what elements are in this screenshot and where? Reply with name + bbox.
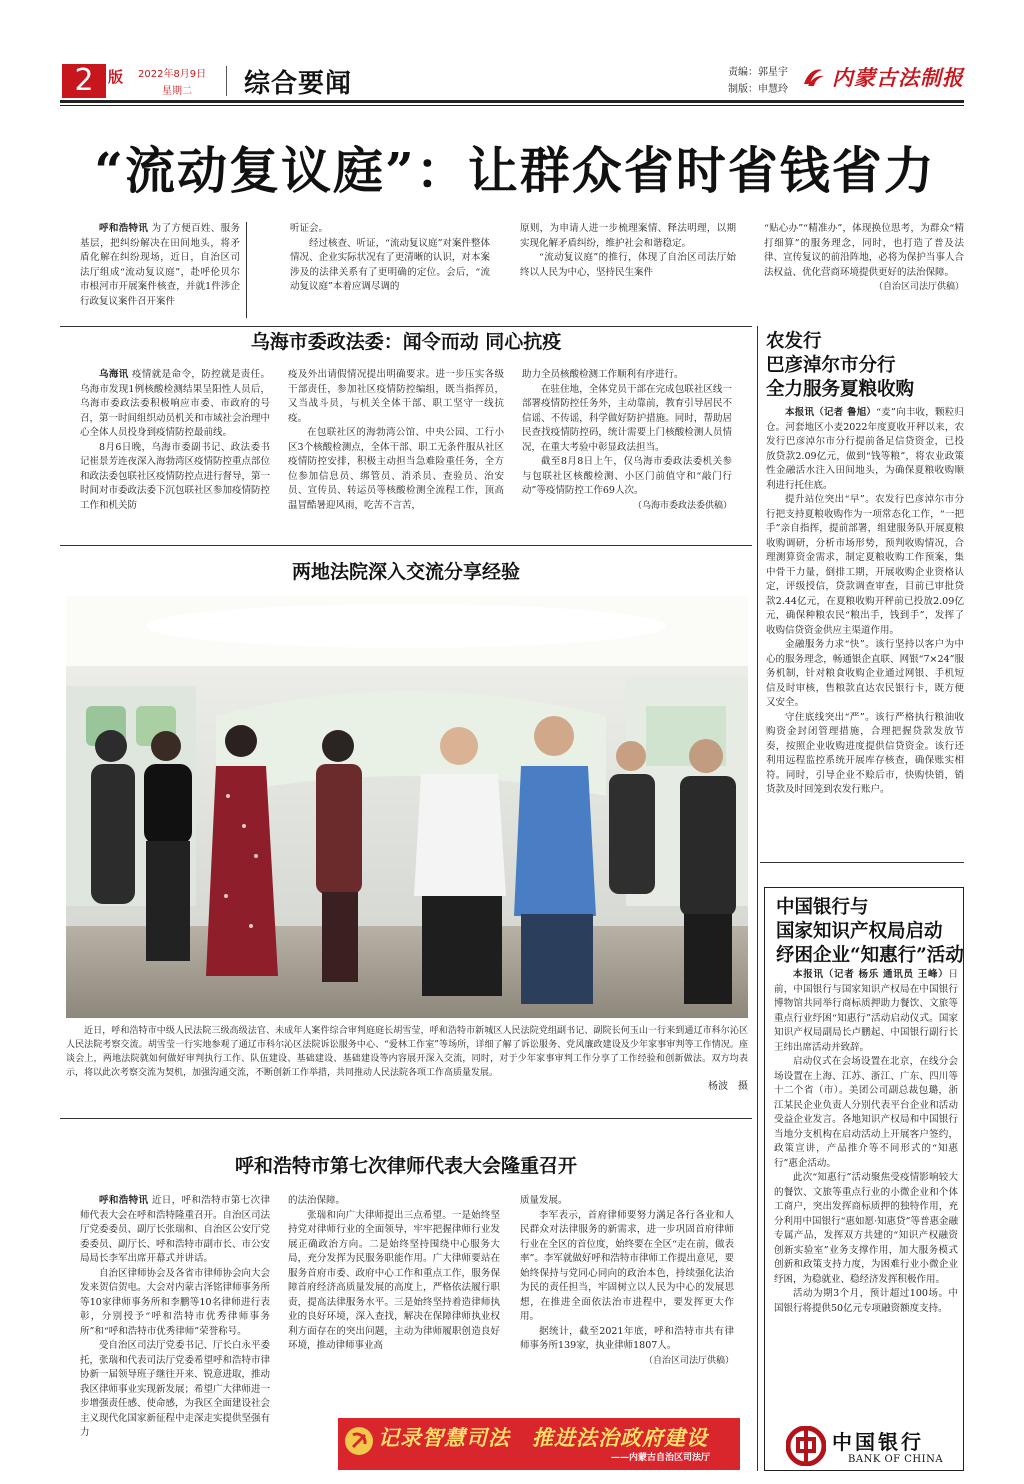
lawyers-text-1b: 自治区律师协会及各省市律师协会向大会发来贺信贺电。大会对内蒙古泽铭律师事务所等10家律师事务所和李鹏等10名律师进行表彰，分别授予“呼和浩特市优秀律师事务所”和“呼和浩特市优秀律师”荣誉称号。: [80, 1267, 270, 1337]
newspaper-name: 内蒙古法制报: [832, 65, 964, 90]
adbc-title-line-1: 农发行: [766, 331, 822, 352]
photo-credit: 杨波 摄: [708, 1081, 748, 1092]
ban-label: 版: [108, 68, 124, 86]
banner-slogan: 记录智慧司法 推进法治政府建设: [378, 1426, 708, 1450]
masthead-rule-thin: [60, 105, 964, 106]
editor-credits: [728, 64, 788, 98]
lawyers-text-2b: 张瑞和向广大律师提出三点希望。一是始终坚持党对律师行业的全面领导，牢牢把握律师行业发展正确政治方向。二是始终坚持围绕中心服务大局，充分发挥为民服务职能作用。广大律师要站在服务首府市委、政府中心工作和重点工作，服务保障首府经济高质量发展的高度上，严格依法履行职责，提高法律服务水平。三是始终坚持着造律师执业的良好环境，深入查找，解决在保障律师执业权利方面存在的突出问题，主动为律师履职创造良好环境，推动律师事业高: [288, 1209, 500, 1351]
wuhai-credit: （乌海市委政法委供稿）: [632, 500, 732, 511]
boc-logo-icon: [786, 1426, 826, 1466]
lawyers-column-3: [520, 1194, 734, 1416]
lead-text-4: “贴心办”“精准办”，体现换位思考，为群众“精打细算”的服务理念，同时，也打造了普及法律、宣传复议的前沿阵地，必将为保护当事人合法权益、优化营商环境提供更好的法治保障。: [764, 223, 964, 278]
lead-text-2: 听证会。: [290, 223, 329, 234]
date-block: [138, 66, 206, 100]
adbc-text-2: 提升站位突出“早”。农发行巴彦淖尔市分行把支持夏粮收购作为一项常态化工作，“一把手”亲自指挥，提前部署，组建服务队开展夏粮收购调研，分析市场形势，预判收购情况，合理测算资金需求，制定夏粮收购工作预案，集中骨干力量，倒排工期，开展收购企业资格认定，评级授信，贷款调查审查，目前已审批贷款2.44亿元，在夏粮收购开秤前已投放2.09亿元，确保种粮农民“粮出手，钱到手”，发挥了收购信贷资金供应主渠道作用。: [766, 494, 964, 636]
right-column-divider: [757, 326, 758, 1471]
court-visit-photo: [66, 596, 748, 1018]
party-emblem-icon: [344, 1426, 374, 1456]
column-divider: [246, 222, 247, 318]
lead-headline: “流动复议庭”：让群众省时省钱省力: [94, 141, 936, 200]
issue-date: 2022年8月9日: [138, 69, 207, 80]
lawyers-text-2: 的法治保障。: [288, 1195, 346, 1206]
lawyers-column-2: [288, 1194, 500, 1416]
adbc-body: [766, 406, 964, 856]
adbc-title-line-3: 全力服务夏粮收购: [766, 379, 915, 400]
lead-column-2: [290, 222, 490, 322]
lead-text-1: 为了方便百姓、服务基层，把纠纷解决在田间地头，将矛盾化解在纠纷现场，近日，自治区司法厅组成“流动复议庭”，赴呼伦贝尔市根河市开展案件核查，并就1件涉企行政复议案件召开案件: [80, 223, 240, 307]
lawyers-text-1c: 受自治区司法厅党委书记、厅长白永平委托，张瑞和代表司法厅党委希望呼和浩特市律协新一届领导班子继往开来、锐意进取，推动我区律师事业实现新发展；希望广大律师进一步增强责任感、使命感，为我区全面建设社会主义现代化国家新征程中走深走实提供坚强有力: [80, 1340, 270, 1438]
adbc-title: [766, 330, 914, 402]
section-rule: [60, 1118, 752, 1119]
section-rule: [760, 862, 964, 863]
lawyers-title: 呼和浩特市第七次律师代表大会隆重召开: [234, 1155, 577, 1177]
wuhai-text-1: 疫情就是命令，防控就是责任。乌海市发现1例核酸检测结果呈阳性人员后，乌海市委政法委积极响应市委、市政府的号召，第一时间组织动员机关和市域社会治理中心全体人员投身到疫情防控最前线。: [80, 369, 270, 438]
lead-column-1: [80, 222, 240, 322]
newspaper-logo-icon: [800, 64, 826, 90]
wuhai-text-3: 助力全员核酸检测工作顺利有序进行。: [522, 369, 684, 380]
promo-banner: [338, 1418, 740, 1470]
masthead-rule: [60, 100, 964, 103]
wuhai-title: 乌海市委政法委：闻令而动 同心抗疫: [250, 331, 562, 353]
lead-text-3: 原则，为申请人进一步梳理案情、释法明理，以期实现化解矛盾纠纷，维护社会和谐稳定。: [520, 223, 736, 249]
lead-column-3: [520, 222, 736, 322]
lawyers-column-1: [80, 1194, 270, 1456]
lead-kicker: 呼和浩特讯: [99, 223, 149, 234]
wuhai-column-2: [288, 368, 504, 538]
lawyers-text-3b: 李军表示，首府律师要努力满足各行各业和人民群众对法律服务的新需求，进一步巩固首府律师行业在全区的首位度，始终要在全区“走在前，做表率”。李军就做好呼和浩特市律师工作提出意见，要始终保持与党同心同向的政治本色，持续强化法治为民的责任担当，牢固树立以人民为中心的发展思想，在推进全面依法治市进程中，要发挥更大作用。: [520, 1209, 734, 1322]
adbc-text-1: “麦”向丰收，颗粒归仓。河套地区小麦2022年度夏收开秤以来，农发行巴彦淖尔市分行提前备足信贷资金，已投放贷款2.09亿元，做到“钱等粮”，将农业政策性金融活水注入田间地头，为确保夏粮收购顺利进行托住底。: [766, 407, 964, 491]
wuhai-kicker: 乌海讯: [99, 369, 129, 380]
wuhai-column-3: [522, 368, 732, 538]
boc-title-line-1: 中国银行与: [776, 897, 869, 918]
wuhai-text-3c: 截至8月8日上午，仅乌海市委政法委机关参与包联社区核酸检测、小区门前值守和“敲门行动”等疫情防控工作69人次。: [522, 456, 732, 496]
adbc-text-4: 守住底线突出“严”。该行严格执行粮油收购资金封闭管理措施，合理把握贷款发放节奏，按照企业收购进度提供信贷资金。该行还利用远程监控系统开展库存核查，确保账实相符。同时，引导企业不赊后市，快购快销，销货款及时回笼到农发行账户。: [766, 711, 964, 795]
adbc-title-line-2: 巴彦淖尔市分行: [766, 355, 896, 376]
banner-sponsor: ——内蒙古自治区司法厅: [610, 1453, 710, 1463]
lawyers-text-3: 质量发展。: [520, 1195, 568, 1206]
wuhai-column-1: [80, 368, 270, 538]
boc-body: [774, 968, 958, 1420]
wuhai-text-2: 疫及外出请假情况提出明确要求。进一步压实各级干部责任，参加社区疫情防控编组，既当指挥员，又当战斗员，与机关全体干部、职工坚守一线抗疫。: [288, 369, 504, 424]
court-title: 两地法院深入交流分享经验: [291, 561, 520, 583]
boc-logo: [786, 1424, 956, 1472]
boc-logo-english: BANK OF CHINA: [848, 1454, 944, 1465]
lead-credit: （自治区司法厅供稿）: [873, 282, 964, 292]
issue-weekday: 星期二: [162, 86, 192, 97]
section-rule: [60, 545, 752, 546]
boc-title-line-3: 纾困企业“知惠行”活动: [776, 945, 964, 966]
photo-illustration: [66, 596, 748, 1018]
wuhai-text-1b: 8月6日晚，乌海市委副书记、政法委书记崔景芳连夜深入海勃湾区疫情防控重点部位和政法委包联社区疫情防控点进行督导，第一时间对市委政法委下沉包联社区参加疫情防控工作和机关防: [80, 441, 270, 511]
boc-text-1: 日前，中国银行与国家知识产权局在中国银行博物馆共同举行商标质押助力餐饮、文旅等重点行业纾困“知惠行”活动启动仪式。国家知识产权局副局长卢鹏起、中国银行副行长王纬出席活动并致辞。: [774, 969, 958, 1053]
section-name: 综合要闻: [244, 69, 353, 99]
photo-caption-text: 近日，呼和浩特市中级人民法院三级高级法官、未成年人案件综合审判庭庭长胡雪莹，呼和浩特市新城区人民法院党组副书记、副院长何玉山一行来到通辽市科尔沁区人民法院考察交流。胡雪莹一行实地参观了通辽市科尔沁区法院诉讼服务中心、“爱林工作室”等场所，详细了解了诉讼服务、党风廉政建设及少年家事审判等工作情况。座谈会上，两地法院就如何做好审判执行工作、队伍建设、基础建设、基础建设等内容展开深入交流，同时，对于少年家事审判工作分享了工作经验和创新做法。双方均表示，将以此次考察交流为契机，加强沟通交流，不断创新工作举措，共同推动人民法院各项工作高质量发展。: [66, 1026, 748, 1078]
page-number: 2: [62, 64, 106, 98]
boc-kicker: 本报讯（记者 杨乐 通讯员 王峰）: [793, 969, 949, 980]
boc-text-4: 活动为期3个月，预计超过100场。中国银行将提供50亿元专项融资额度支持。: [774, 1288, 958, 1314]
photo-caption: [66, 1024, 748, 1110]
lawyers-text-1: 近日，呼和浩特市第七次律师代表大会在呼和浩特隆重召开。自治区司法厅党委委员、副厅长张瑞和、自治区公安厅党委委员、副厅长、呼和浩特市副市长、市公安局局长李军出席开幕式并讲话。: [80, 1195, 270, 1264]
lead-text-2b: 经过核查、听证，“流动复议庭”对案件整体情况、企业实际状况有了更清晰的认识，对本案涉及的法律关系有了更明确的定位。会后，“流动复议庭”本着应调尽调的: [290, 237, 490, 292]
masthead-separator: [226, 66, 227, 96]
producer: 制版：申慧玲: [728, 84, 788, 95]
boc-title-line-2: 国家知识产权局启动: [776, 921, 943, 942]
lawyers-credit: （自治区司法厅供稿）: [643, 1355, 734, 1366]
boc-title: [776, 896, 964, 968]
lead-column-4: [764, 222, 964, 322]
lawyers-kicker: 呼和浩特讯: [99, 1195, 149, 1206]
boc-text-3: 此次“知惠行”活动聚焦受疫情影响较大的餐饮、文旅等重点行业的小微企业和个体工商户，突出发挥商标质押的独特作用，充分利用中国银行“惠如愿·知惠贷”等普惠金融专属产品，发挥双方共建的“知识产权融资创新实验室”业务支撑作用，加大服务模式创新和政策支持力度，为困难行业小微企业纾困，为稳就业、稳经济发挥积极作用。: [774, 1172, 958, 1285]
newspaper-logo: [800, 62, 964, 92]
adbc-kicker: 本报讯（记者 鲁旭）: [785, 407, 877, 418]
boc-logo-chinese: 中国银行: [832, 1430, 924, 1454]
wuhai-text-2b: 在包联社区的海勃湾公馆、中央公园、工行小区3个核酸检测点，全体干部、职工无条件服从社区疫情防控安排，积极主动担当急难险重任务，全方位参加信息员、绑管员、消杀员、查验员、治安员、宣传员、转运员等核酸检测全流程工作，顶高温冒酷暑迎风雨，吃苦不言苦，: [288, 427, 504, 511]
lead-text-3b: “流动复议庭”的推行，体现了自治区司法厅始终以人民为中心，坚持民生案件: [520, 252, 736, 278]
wuhai-text-3b: 在驻住地，全体党员干部在完成包联社区线一部署疫情防控任务外，主动靠前，教育引导居民不信谣、不传谣，科学做好防护措施。同时，帮助居民查找疫情防控码，统计需要上门核酸检测人员情况，在重大考验中彰显政法担当。: [522, 383, 732, 453]
lawyers-text-3c: 据统计，截至2021年底，呼和浩特市共有律师事务所139家，执业律师1807人。: [520, 1325, 734, 1351]
boc-text-2: 启动仪式在会场设置在北京，在线分会场设置在上海、江苏、浙江、广东、四川等十二个省（市）。美团公司副总裁包璐，浙江某民企业负责人分别代表平台企业和活动受益企业发言。各地知识产权局和中国银行当地分支机构在启动活动上开展客户签约，政策宣讲，产品推介等不同形式的“知惠行”惠企活动。: [774, 1056, 958, 1169]
editor: 责编：郭星宇: [728, 67, 788, 78]
adbc-text-3: 金融服务力求“快”。该行坚持以客户为中心的服务理念，畅通银企直联、网银“7×24”服务机制，针对粮食收购企业通过网银、手机短信及时审核，售粮款直达农民银行卡，既方便又安全。: [766, 639, 964, 708]
